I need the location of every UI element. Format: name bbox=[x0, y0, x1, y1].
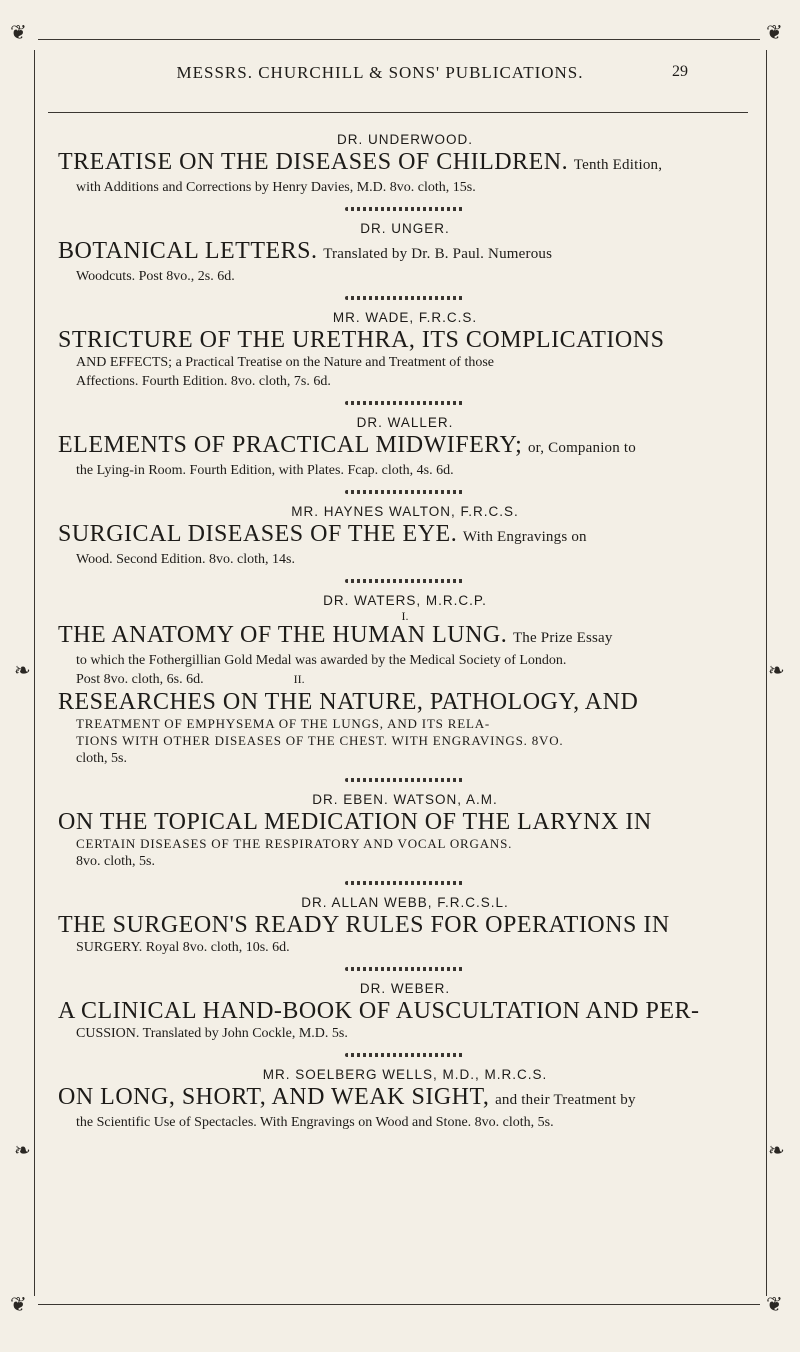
divider bbox=[345, 296, 465, 300]
entry-title-line bbox=[58, 1084, 752, 1113]
entry-title-rest: or, Companion to bbox=[527, 440, 636, 456]
side-ornament-left-lower-icon: ❧ bbox=[14, 1138, 31, 1162]
entry-title: THE SURGEON'S READY RULES FOR OPERATIONS IN bbox=[58, 912, 670, 938]
catalogue-entry bbox=[58, 504, 752, 569]
corner-ornament-bottom-left-icon: ❦ bbox=[10, 1292, 27, 1316]
entry-description: Affections. Fourth Edition. 8vo. cloth, 7s. 6d. bbox=[76, 374, 331, 389]
entry-author: MR. SOELBERG WELLS, M.D., M.R.C.S. bbox=[262, 1067, 548, 1082]
entry-author: MR. HAYNES WALTON, F.R.C.S. bbox=[291, 504, 519, 519]
entry-title-line bbox=[58, 521, 752, 550]
divider bbox=[345, 401, 465, 405]
corner-ornament-bottom-right-icon: ❦ bbox=[766, 1292, 783, 1316]
entry-title-line bbox=[58, 689, 752, 715]
entry-description: 8vo. cloth, 5s. bbox=[76, 854, 155, 869]
entry-title-line bbox=[58, 149, 752, 178]
right-frame-line bbox=[766, 50, 767, 1296]
entry-title: ELEMENTS OF PRACTICAL MIDWIFERY; bbox=[58, 432, 523, 458]
entry-description: cloth, 5s. bbox=[76, 751, 127, 766]
catalogue-entry bbox=[58, 895, 752, 957]
entry-title-line bbox=[58, 809, 752, 835]
page-number: 29 bbox=[672, 63, 688, 80]
entry-description: the Scientific Use of Spectacles. With Engravings on Wood and Stone. 8vo. cloth, 5s. bbox=[76, 1115, 554, 1130]
entry-subtitle: TREATMENT OF EMPHYSEMA OF THE LUNGS, AND ITS RELA- bbox=[76, 716, 491, 731]
entry-title: TREATISE ON THE DISEASES OF CHILDREN. bbox=[58, 149, 569, 175]
divider bbox=[345, 1053, 465, 1057]
divider bbox=[345, 579, 465, 583]
catalogue-entry bbox=[58, 593, 752, 768]
entry-subtitle: TIONS WITH OTHER DISEASES OF THE CHEST. WITH ENGRAVINGS. 8VO. bbox=[76, 733, 564, 748]
entry-description: with Additions and Corrections by Henry Davies, M.D. 8vo. cloth, 15s. bbox=[76, 180, 476, 195]
divider bbox=[345, 207, 465, 211]
side-ornament-right-icon: ❧ bbox=[768, 658, 785, 682]
entry-author: DR. WATERS, M.R.C.P. bbox=[323, 593, 487, 608]
corner-ornament-top-left-icon: ❦ bbox=[10, 20, 27, 44]
entry-numeral: I. bbox=[401, 609, 409, 623]
entry-title-rest: Translated by Dr. B. Paul. Numerous bbox=[323, 246, 553, 262]
entry-title: A CLINICAL HAND-BOOK OF AUSCULTATION AND PER- bbox=[58, 998, 700, 1024]
entry-author: DR. UNGER. bbox=[360, 221, 450, 236]
catalogue-entry bbox=[58, 132, 752, 197]
head-rule bbox=[48, 112, 748, 113]
entry-title: RESEARCHES ON THE NATURE, PATHOLOGY, AND bbox=[58, 689, 639, 715]
divider bbox=[345, 967, 465, 971]
catalogue-entry bbox=[58, 415, 752, 480]
entry-title: SURGICAL DISEASES OF THE EYE. bbox=[58, 521, 458, 547]
entry-description: the Lying-in Room. Fourth Edition, with Plates. Fcap. cloth, 4s. 6d. bbox=[76, 463, 454, 478]
catalogue-entry bbox=[58, 221, 752, 286]
entry-title-rest: and their Treatment by bbox=[495, 1092, 636, 1108]
catalogue-entry bbox=[58, 310, 752, 391]
entry-author: DR. WALLER. bbox=[356, 415, 454, 430]
catalogue-content bbox=[58, 132, 752, 1132]
catalogue-entry bbox=[58, 1067, 752, 1132]
divider bbox=[345, 778, 465, 782]
left-frame-line bbox=[34, 50, 35, 1296]
entry-title: ON LONG, SHORT, AND WEAK SIGHT, bbox=[58, 1084, 490, 1110]
entry-author: MR. WADE, F.R.C.S. bbox=[332, 310, 478, 325]
entry-title-rest: With Engravings on bbox=[462, 529, 587, 545]
entry-subtitle: CERTAIN DISEASES OF THE RESPIRATORY AND VOCAL ORGANS. bbox=[76, 836, 513, 851]
entry-author: DR. ALLAN WEBB, F.R.C.S.L. bbox=[301, 895, 509, 910]
entry-description-line bbox=[76, 670, 752, 689]
entry-title-line bbox=[58, 622, 752, 651]
entry-title-line bbox=[58, 238, 752, 267]
divider bbox=[345, 881, 465, 885]
entry-title-line bbox=[58, 998, 752, 1024]
entry-description: Post 8vo. cloth, 6s. 6d. bbox=[76, 672, 204, 687]
entry-description: Woodcuts. Post 8vo., 2s. 6d. bbox=[76, 269, 235, 284]
entry-author: DR. UNDERWOOD. bbox=[336, 132, 473, 147]
corner-ornament-top-right-icon: ❦ bbox=[766, 20, 783, 44]
bottom-frame-line bbox=[38, 1304, 760, 1305]
side-ornament-right-lower-icon: ❧ bbox=[768, 1138, 785, 1162]
catalogue-entry bbox=[58, 792, 752, 871]
running-head: MESSRS. CHURCHILL & SONS' PUBLICATIONS. bbox=[176, 63, 584, 82]
entry-description: CUSSION. Translated by John Cockle, M.D. 5s. bbox=[76, 1026, 348, 1041]
entry-title-line bbox=[58, 912, 752, 938]
catalogue-entry bbox=[58, 981, 752, 1043]
entry-description: to which the Fothergillian Gold Medal was awarded by the Medical Society of London. bbox=[76, 653, 567, 668]
entry-numeral: II. bbox=[293, 672, 305, 686]
entry-description: AND EFFECTS; a Practical Treatise on the Nature and Treatment of those bbox=[76, 355, 494, 370]
entry-description: SURGERY. Royal 8vo. cloth, 10s. 6d. bbox=[76, 940, 290, 955]
entry-title: BOTANICAL LETTERS. bbox=[58, 238, 318, 264]
entry-title-line bbox=[58, 327, 752, 353]
entry-title-rest: The Prize Essay bbox=[512, 630, 613, 646]
top-frame-line bbox=[38, 39, 760, 40]
entry-description: Wood. Second Edition. 8vo. cloth, 14s. bbox=[76, 552, 295, 567]
entry-title: THE ANATOMY OF THE HUMAN LUNG. bbox=[58, 622, 508, 648]
entry-title: STRICTURE OF THE URETHRA, ITS COMPLICATIONS bbox=[58, 327, 665, 353]
entry-author: DR. EBEN. WATSON, A.M. bbox=[312, 792, 498, 807]
divider bbox=[345, 490, 465, 494]
entry-title-rest: Tenth Edition, bbox=[573, 157, 663, 173]
side-ornament-left-icon: ❧ bbox=[14, 658, 31, 682]
entry-title: ON THE TOPICAL MEDICATION OF THE LARYNX IN bbox=[58, 809, 652, 835]
entry-title-line bbox=[58, 432, 752, 461]
entry-author: DR. WEBER. bbox=[359, 981, 451, 996]
